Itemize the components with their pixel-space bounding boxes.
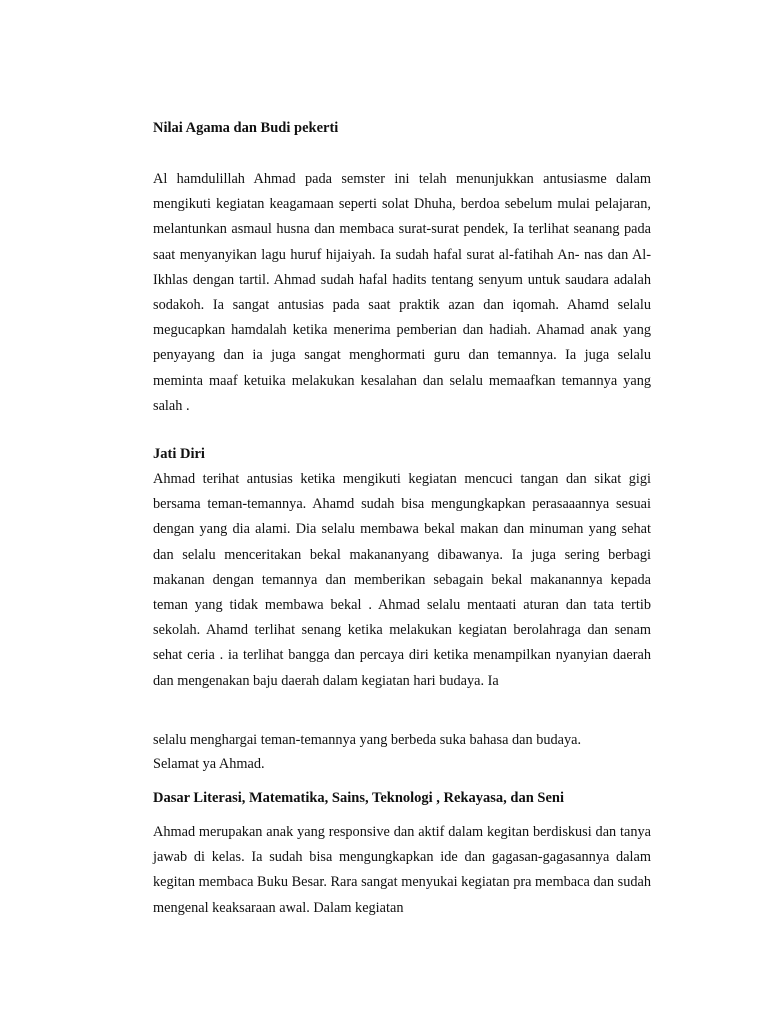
section-heading-jati-diri: Jati Diri (153, 446, 205, 462)
paragraph-literasi: Ahmad merupakan anak yang responsive dan aktif dalam kegitan berdiskusi dan tanya jawab di kelas. Ia sudah bisa mengungkapkan ide dan gagasan-gagasannya dalam kegitan membaca Buku Besar. Rara sangat menyukai kegiatan pra membaca dan sudah mengenal keaksaraan awal. Dalam kegiatan (153, 824, 651, 916)
closing-greeting: Selamat ya Ahmad. (153, 756, 265, 772)
paragraph-jati-diri-continuation (153, 728, 651, 776)
paragraph-jati-diri: Ahmad terihat antusias ketika mengikuti kegiatan mencuci tangan dan sikat gigi bersama teman-temannya. Ahamd sudah bisa mengungkapkan perasaaannya sesuai dengan yang dia alami. Dia selalu membawa bekal makan dan minuman yang sehat dan selalu menceritakan bekal makananyang dibawanya. Ia juga sering berbagi makanan dengan temannya dan memberikan sebagain bekal makanannya kepada teman yang tidak membawa bekal . Ahmad selalu mentaati aturan dan tata tertib sekolah. Ahamd terlihat senang ketika melakukan kegiatan berolahraga dan senam sehat ceria . ia terlihat bangga dan percaya diri ketika menampilkan nyanyian daerah dan mengenakan baju daerah dalam kegiatan hari budaya. Ia (153, 471, 651, 689)
paragraph-agama: Al hamdulillah Ahmad pada semster ini telah menunjukkan antusiasme dalam mengikuti kegiatan keagamaan seperti solat Dhuha, berdoa sebelum mulai pelajaran, melantunkan asmaul husna dan membaca surat-surat pendek, Ia terlihat seanang pada saat menyanyikan lagu huruf hijaiyah. Ia sudah hafal surat al-fatihah An- nas dan Al-Ikhlas dengan tartil. Ahmad sudah hafal hadits tentang senyum untuk saudara adalah sodakoh. Ia sangat antusias pada saat praktik azan dan iqomah. Ahamd selalu megucapkan hamdalah ketika menerima pemberian dan hadiah. Ahamad anak yang penyayang dan ia juga sangat menghormati guru dan temannya. Ia juga selalu meminta maaf ketuika melakukan kesalahan dan selalu memaafkan temannya yang salah . (153, 171, 651, 414)
section-heading-literasi: Dasar Literasi, Matematika, Sains, Teknologi , Rekayasa, dan Seni (153, 790, 565, 806)
section-heading-agama: Nilai Agama dan Budi pekerti (153, 120, 339, 136)
continuation-line: selalu menghargai teman-temannya yang berbeda suka bahasa dan budaya. (153, 732, 582, 748)
